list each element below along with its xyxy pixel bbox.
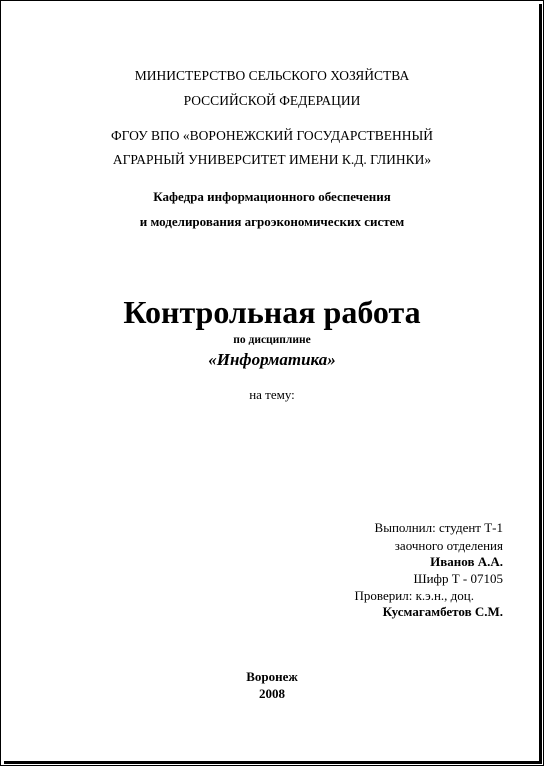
university-line-1: ФГОУ ВПО «ВОРОНЕЖСКИЙ ГОСУДАРСТВЕННЫЙ (110, 128, 434, 143)
page-shadow-bottom (4, 761, 542, 764)
document-title: Контрольная работа (123, 294, 421, 330)
city: Воронеж (246, 669, 298, 684)
year: 2008 (259, 686, 285, 701)
student-department: заочного отделения (394, 538, 503, 553)
teacher-name: Кусмагамбетов С.М. (382, 604, 503, 619)
theme-label: на тему: (249, 387, 295, 402)
university-line-2: АГРАРНЫЙ УНИВЕРСИТЕТ ИМЕНИ К.Д. ГЛИНКИ» (112, 152, 432, 167)
discipline-label: по дисциплине (233, 334, 311, 346)
department-line-1: Кафедра информационного обеспечения (153, 189, 391, 204)
ministry-line-1: МИНИСТЕРСТВО СЕЛЬСКОГО ХОЗЯЙСТВА (134, 68, 410, 83)
checked-by: Проверил: к.э.н., доц. (354, 588, 474, 603)
student-name: Иванов А.А. (430, 554, 503, 569)
department-line-2: и моделирования агроэкономических систем (139, 214, 405, 229)
subject-name: «Информатика» (208, 350, 336, 369)
student-code: Шифр Т - 07105 (413, 571, 503, 586)
ministry-line-2: РОССИЙСКОЙ ФЕДЕРАЦИИ (183, 93, 361, 108)
page-shadow-right (539, 4, 542, 764)
performed-by: Выполнил: студент Т-1 (374, 520, 503, 535)
